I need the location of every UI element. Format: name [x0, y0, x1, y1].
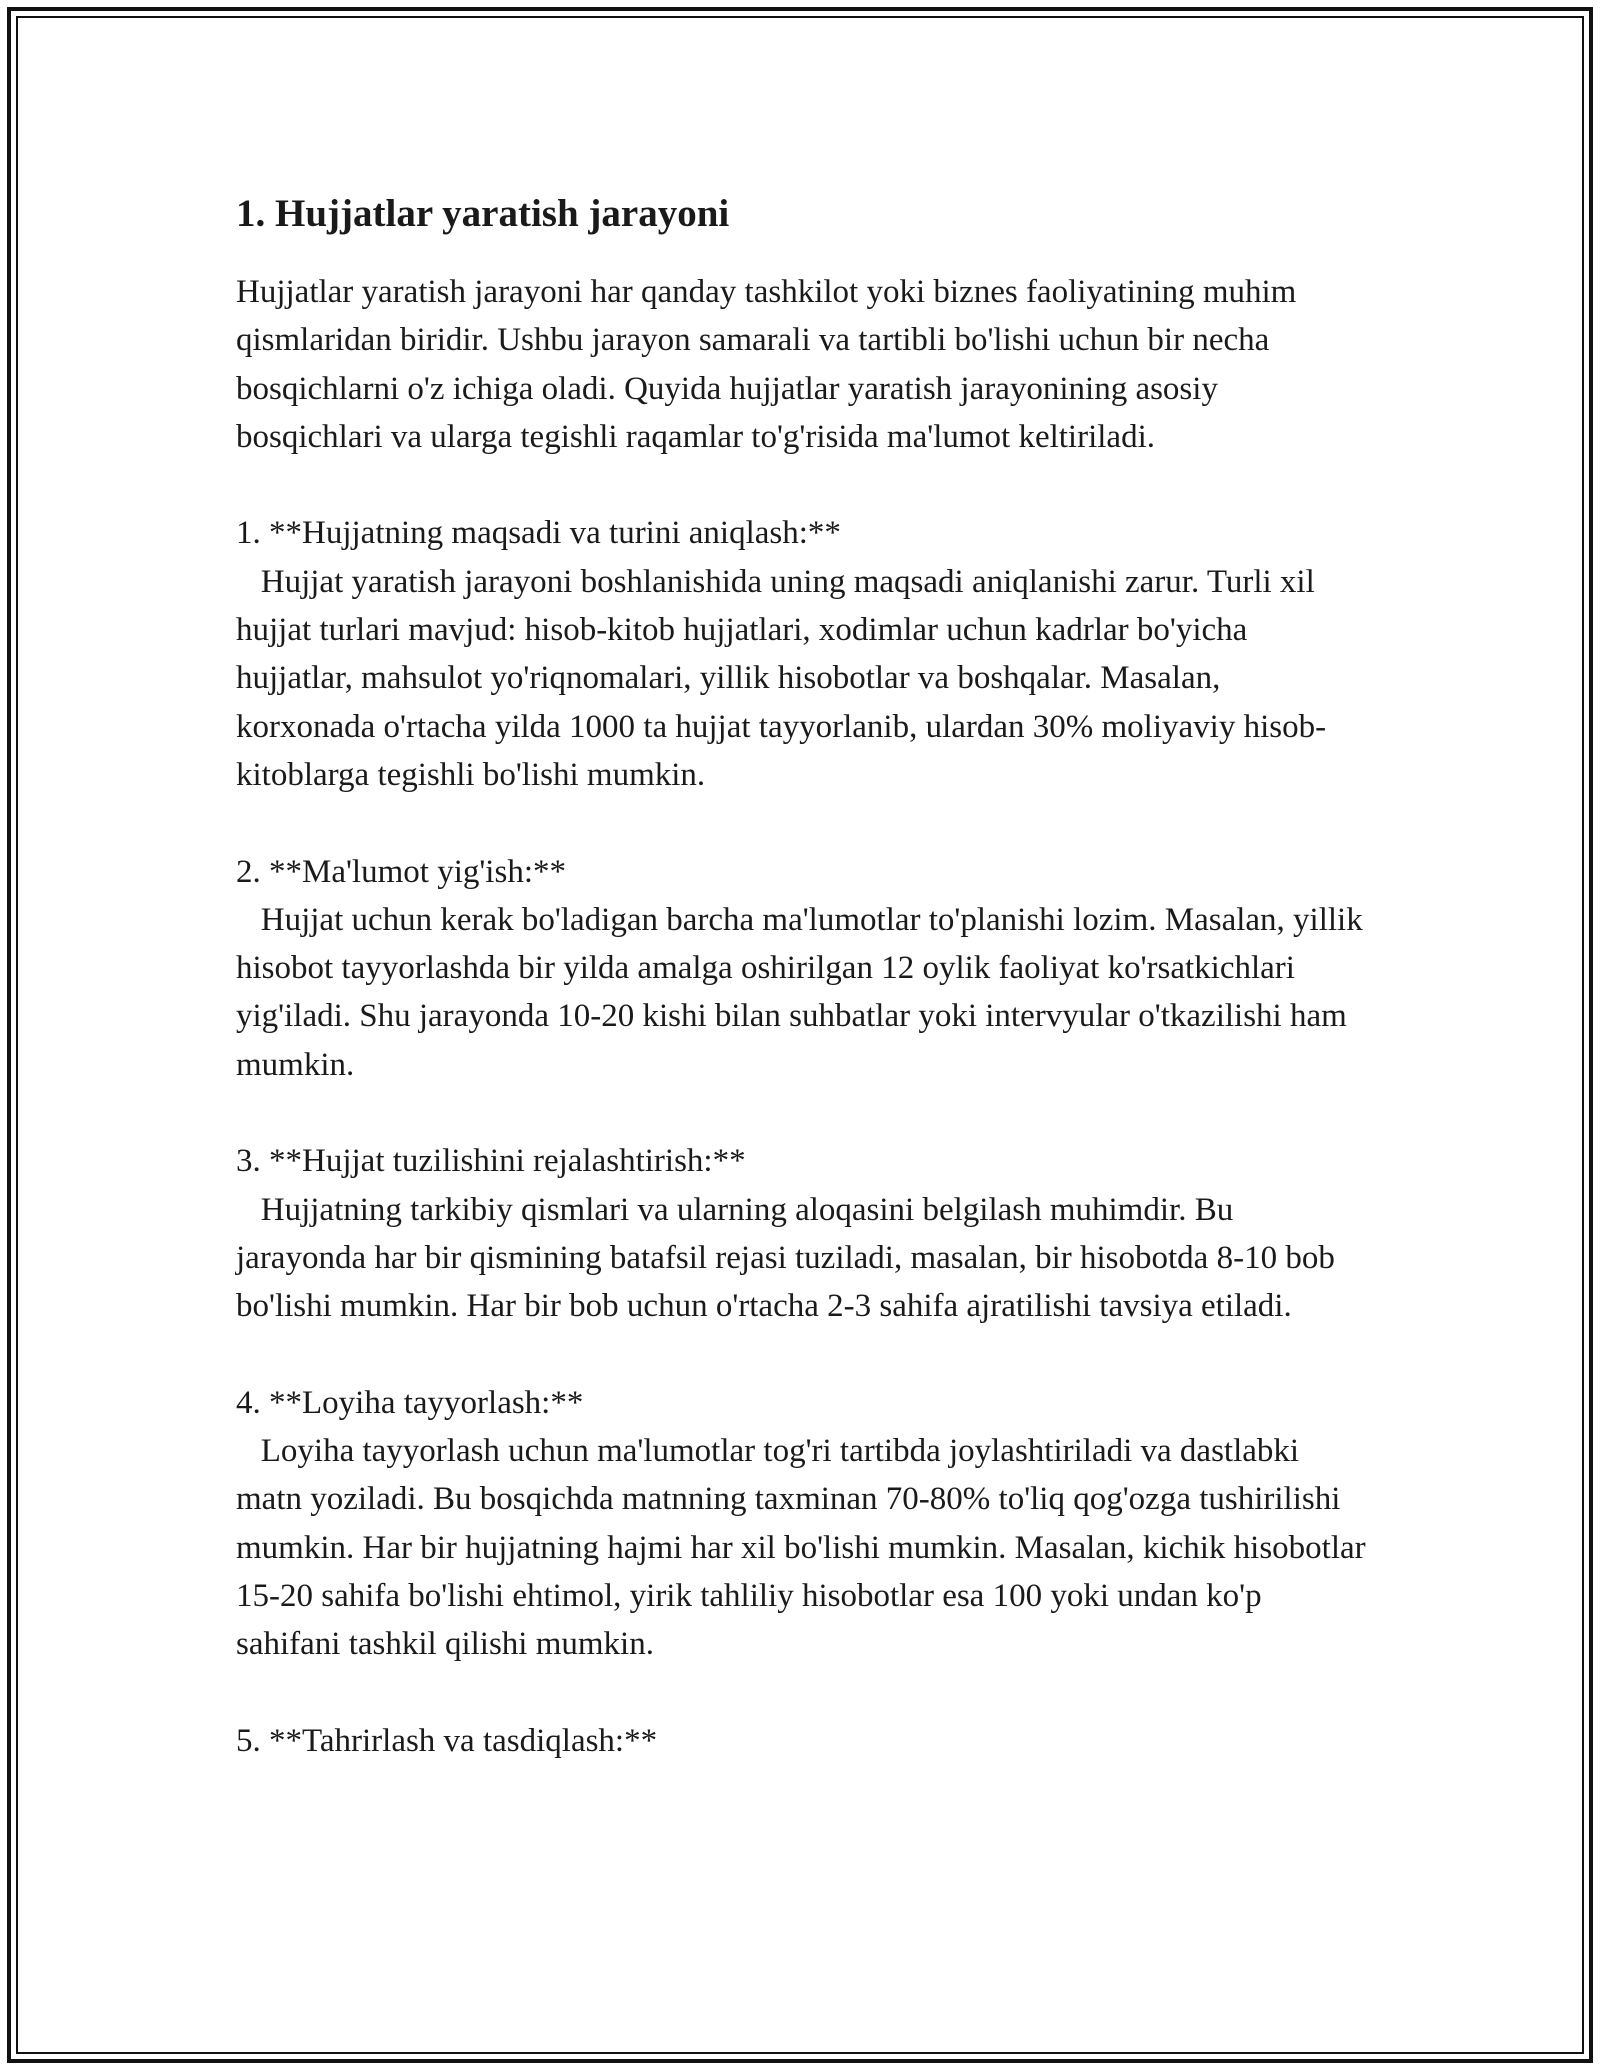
section-indent — [236, 1192, 261, 1228]
document-title: 1. Hujjatlar yaratish jarayoni — [236, 192, 730, 235]
paragraph-gap — [236, 1331, 1366, 1379]
paragraph-gap — [236, 461, 1366, 509]
section-body-text: Hujjatning tarkibiy qismlari va ularning aloqasini belgilash muhimdir. Bu jarayonda har bir qismining batafsil rejasi tuziladi, masalan, bir hisobotda 8-10 bob bo'lishi mumkin. Har bir bob uchun o'rtacha 2-3 sahifa ajratilishi tavsiya etiladi. — [236, 1191, 1344, 1325]
section-heading: 2. **Ma'lumot yig'ish:** — [236, 853, 566, 890]
section-body-text: Loyiha tayyorlash uchun ma'lumotlar tog'ri tartibda joylashtiriladi va dastlabki matn yoziladi. Bu bosqichda matnning taxminan 70-80% to'liq qog'ozga tushirilishi mumkin. Har bir hujjatning hajmi har xil bo'lishi mumkin. Masalan, kichik hisobotlar 15-20 sahifa bo'lishi ehtimol, yirik tahliliy hisobotlar esa 100 yoki undan ko'p sahifani tashkil qilishi mumkin. — [236, 1433, 1374, 1663]
paragraph-gap — [236, 799, 1366, 847]
section-body — [236, 1427, 1374, 1668]
intro-paragraph: Hujjatlar yaratish jarayoni har qanday tashkilot yoki biznes faoliyatining muhim qismlaridan biridir. Ushbu jarayon samarali va tartibli bo'lishi uchun bir necha bosqichlarni o'z ichiga oladi. Quyida hujjatlar yaratish jarayonining asosiy bosqichlari va ularga tegishli raqamlar to'g'risida ma'lumot keltiriladi. — [236, 274, 1305, 455]
paragraph-gap — [236, 1089, 1366, 1137]
section-heading: 5. **Tahrirlash va tasdiqlash:** — [236, 1722, 658, 1759]
document-body — [236, 188, 1374, 1765]
section-body — [236, 558, 1366, 799]
section-heading: 1. **Hujjatning maqsadi va turini aniqlash:** — [236, 515, 841, 552]
section-heading: 4. **Loyiha tayyorlash:** — [236, 1384, 584, 1421]
section-indent — [236, 902, 261, 938]
section-body-text: Hujjat yaratish jarayoni boshlanishida uning maqsadi aniqlanishi zarur. Turli xil hujjat turlari mavjud: hisob-kitob hujjatlari, xodimlar uchun kadrlar bo'yicha hujjatlar, mahsulot yo'riqnomalari, yillik hisobotlar va boshqalar. Masalan, korxonada o'rtacha yilda 1000 ta hujjat tayyorlanib, ulardan 30% moliyaviy hisob-kitoblarga tegishli bo'lishi mumkin. — [236, 563, 1327, 793]
paragraph-gap — [236, 1669, 1366, 1717]
section-indent — [236, 564, 261, 600]
section-indent — [236, 1433, 261, 1469]
section-body-text: Hujjat uchun kerak bo'ladigan barcha ma'lumotlar to'planishi lozim. Masalan, yillik hisobot tayyorlashda bir yilda amalga oshirilgan 12 oylik faoliyat ko'rsatkichlari yig'iladi. Shu jarayonda 10-20 kishi bilan suhbatlar yoki intervyular o'tkazilishi ham mumkin. — [236, 901, 1371, 1083]
section-body — [236, 1186, 1366, 1331]
section-body — [236, 896, 1371, 1089]
section-heading: 3. **Hujjat tuzilishini rejalashtirish:** — [236, 1143, 746, 1180]
